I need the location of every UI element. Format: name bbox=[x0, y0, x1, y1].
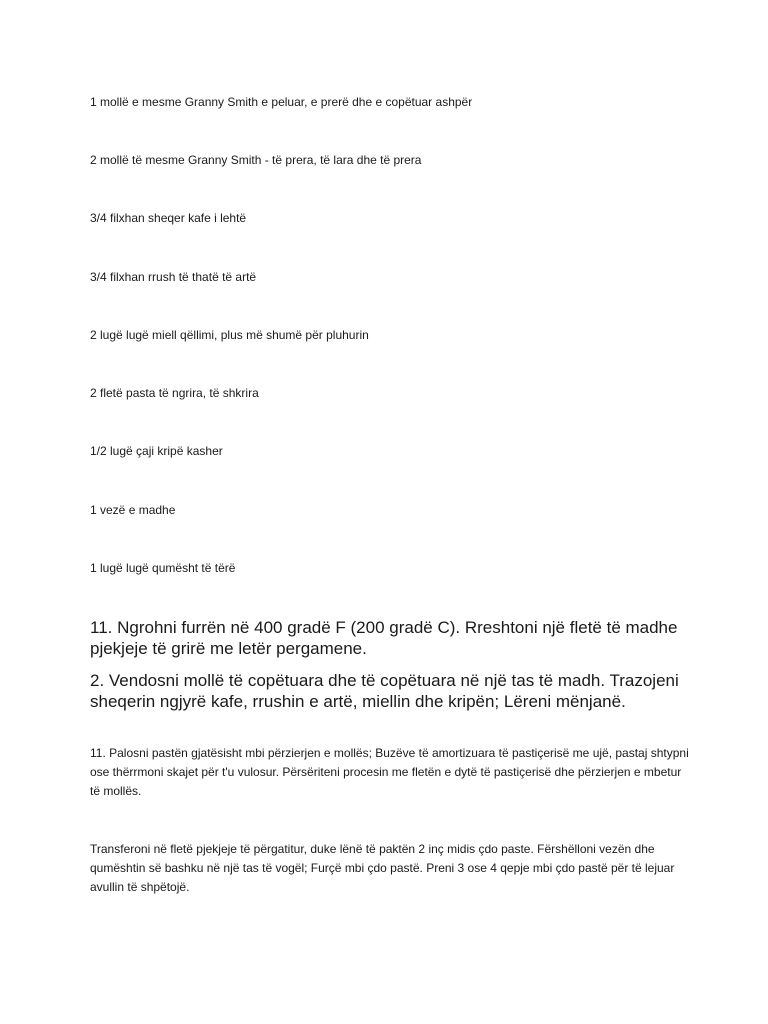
ingredient-line: 1 lugë lugë qumësht të tërë bbox=[90, 561, 236, 575]
ingredient-line: 2 fletë pasta të ngrira, të shkrira bbox=[90, 386, 259, 400]
ingredient-line: 3/4 filxhan rrush të thatë të artë bbox=[90, 270, 257, 284]
step-paragraph: 2. Vendosni mollë të copëtuara dhe të copëtuara në një tas të madh. Trazojeni sheqerin ngjyrë kafe, rrushin e artë, miellin dhe kripën; Lëreni mënjanë. bbox=[90, 671, 679, 711]
ingredient-line: 2 lugë lugë miell qëllimi, plus më shumë për pluhurin bbox=[90, 328, 369, 342]
ingredient-line: 1/2 lugë çaji kripë kasher bbox=[90, 444, 223, 458]
ingredient-line: 3/4 filxhan sheqer kafe i lehtë bbox=[90, 211, 247, 225]
step-paragraph: Transferoni në fletë pjekjeje të përgatitur, duke lënë të paktën 2 inç midis çdo paste. Fërshëlloni vezën dhe qumështin së bashku në një tas të vogël; Furçë mbi çdo pastë. Preni 3 ose 4 qepje mbi çdo pastë për të lejuar avullin të shpëtojë. bbox=[90, 842, 675, 894]
ingredient-line: 2 mollë të mesme Granny Smith - të prera, të lara dhe të prera bbox=[90, 153, 422, 167]
ingredient-line: 1 mollë e mesme Granny Smith e peluar, e prerë dhe e copëtuar ashpër bbox=[90, 95, 473, 109]
ingredient-line: 1 vezë e madhe bbox=[90, 503, 176, 517]
step-paragraph: 11. Ngrohni furrën në 400 gradë F (200 gradë C). Rreshtoni një fletë të madhe pjekjeje të grirë me letër pergamene. bbox=[90, 618, 678, 658]
step-paragraph: 11. Palosni pastën gjatësisht mbi përzierjen e mollës; Buzëve të amortizuara të pastiçerisë me ujë, pastaj shtypni ose thërrmoni skajet për t'u vulosur. Përsëriteni procesin me fletën e dytë të pastiçerisë dhe përzierjen e mbetur të mollës. bbox=[90, 746, 689, 798]
